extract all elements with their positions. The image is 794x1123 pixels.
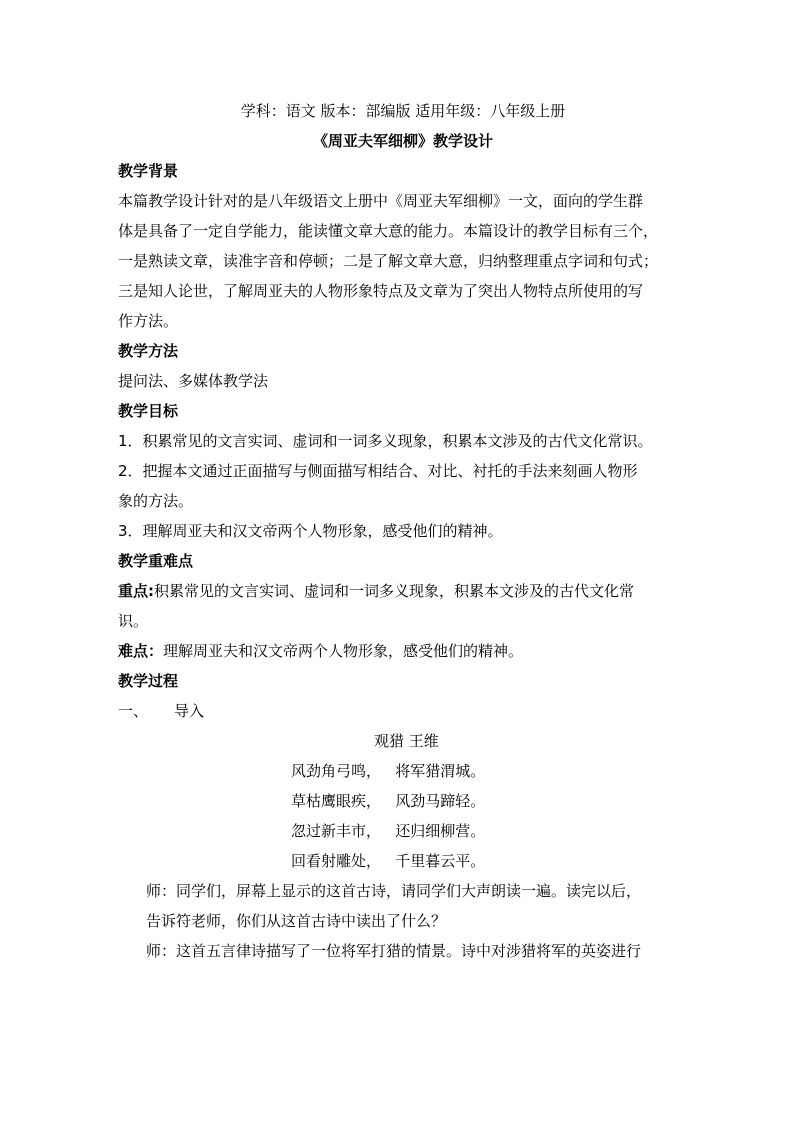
- goal-line: 象的方法。: [118, 492, 194, 510]
- background-line: 作方法。: [118, 312, 179, 330]
- section-heading-background: 教学背景: [118, 162, 179, 180]
- hard-point-text: 理解周亚夫和汉文帝两个人物形象，感受他们的精神。: [163, 642, 524, 660]
- document-page: [118, 96, 688, 966]
- teacher-dialog: 师：这首五言律诗描写了一位将军打猎的情景。诗中对涉猎将军的英姿进行: [146, 942, 642, 960]
- document-title: 《周亚夫军细柳》教学设计: [312, 132, 493, 150]
- section-heading-keypoints: 教学重难点: [118, 552, 194, 570]
- key-point-text: 积累常见的文言实词、虚词和一词多义现象，积累本文涉及的古代文化常: [154, 582, 635, 600]
- poem-line: 草枯鹰眼疾， 风劲马蹄轻。: [291, 792, 486, 810]
- hard-point: [118, 636, 688, 666]
- step-number: 一、: [118, 702, 149, 720]
- section-heading-process: 教学过程: [118, 672, 179, 690]
- goal-line: 2．把握本文通过正面描写与侧面描写相结合、对比、衬托的手法来刻画人物形: [118, 462, 638, 480]
- poem-line: 忽过新丰市， 还归细柳营。: [291, 822, 486, 840]
- poem-line: 回看射雕处， 千里暮云平。: [291, 852, 486, 870]
- section-heading-methods: 教学方法: [118, 342, 179, 360]
- poem-title: 观猎 王维: [374, 732, 439, 750]
- section-heading-goals: 教学目标: [118, 402, 179, 420]
- subject-meta: 学科：语文 版本：部编版 适用年级：八年级上册: [240, 102, 566, 120]
- key-point-continuation: 识。: [118, 612, 149, 630]
- poem-line: 风劲角弓鸣， 将军猎渭城。: [291, 762, 486, 780]
- goal-line: 1．积累常见的文言实词、虚词和一词多义现象，积累本文涉及的古代文化常识。: [118, 432, 653, 450]
- key-point: [118, 576, 688, 606]
- methods-text: 提问法、多媒体教学法: [118, 372, 269, 390]
- background-line: 本篇教学设计针对的是八年级语文上册中《周亚夫军细柳》一文，面向的学生群: [118, 192, 644, 210]
- process-step: [118, 696, 688, 726]
- teacher-dialog: 师：同学们，屏幕上显示的这首古诗，请同学们大声朗读一遍。读完以后，: [146, 882, 642, 900]
- hard-point-label: 难点：: [118, 642, 164, 660]
- key-point-label: 重点:: [118, 582, 154, 600]
- background-line: 三是知人论世，了解周亚夫的人物形象特点及文章为了突出人物特点所使用的写: [118, 282, 644, 300]
- background-line: 体是具备了一定自学能力，能读懂文章大意的能力。本篇设计的教学目标有三个，: [118, 222, 659, 240]
- goal-line: 3．理解周亚夫和汉文帝两个人物形象，感受他们的精神。: [118, 522, 503, 540]
- step-label: 导入: [174, 702, 205, 720]
- background-line: 一是熟读文章，读准字音和停顿；二是了解文章大意，归纳整理重点字词和句式；: [118, 252, 659, 270]
- teacher-dialog-continuation: 告诉符老师，你们从这首古诗中读出了什么？: [146, 912, 447, 930]
